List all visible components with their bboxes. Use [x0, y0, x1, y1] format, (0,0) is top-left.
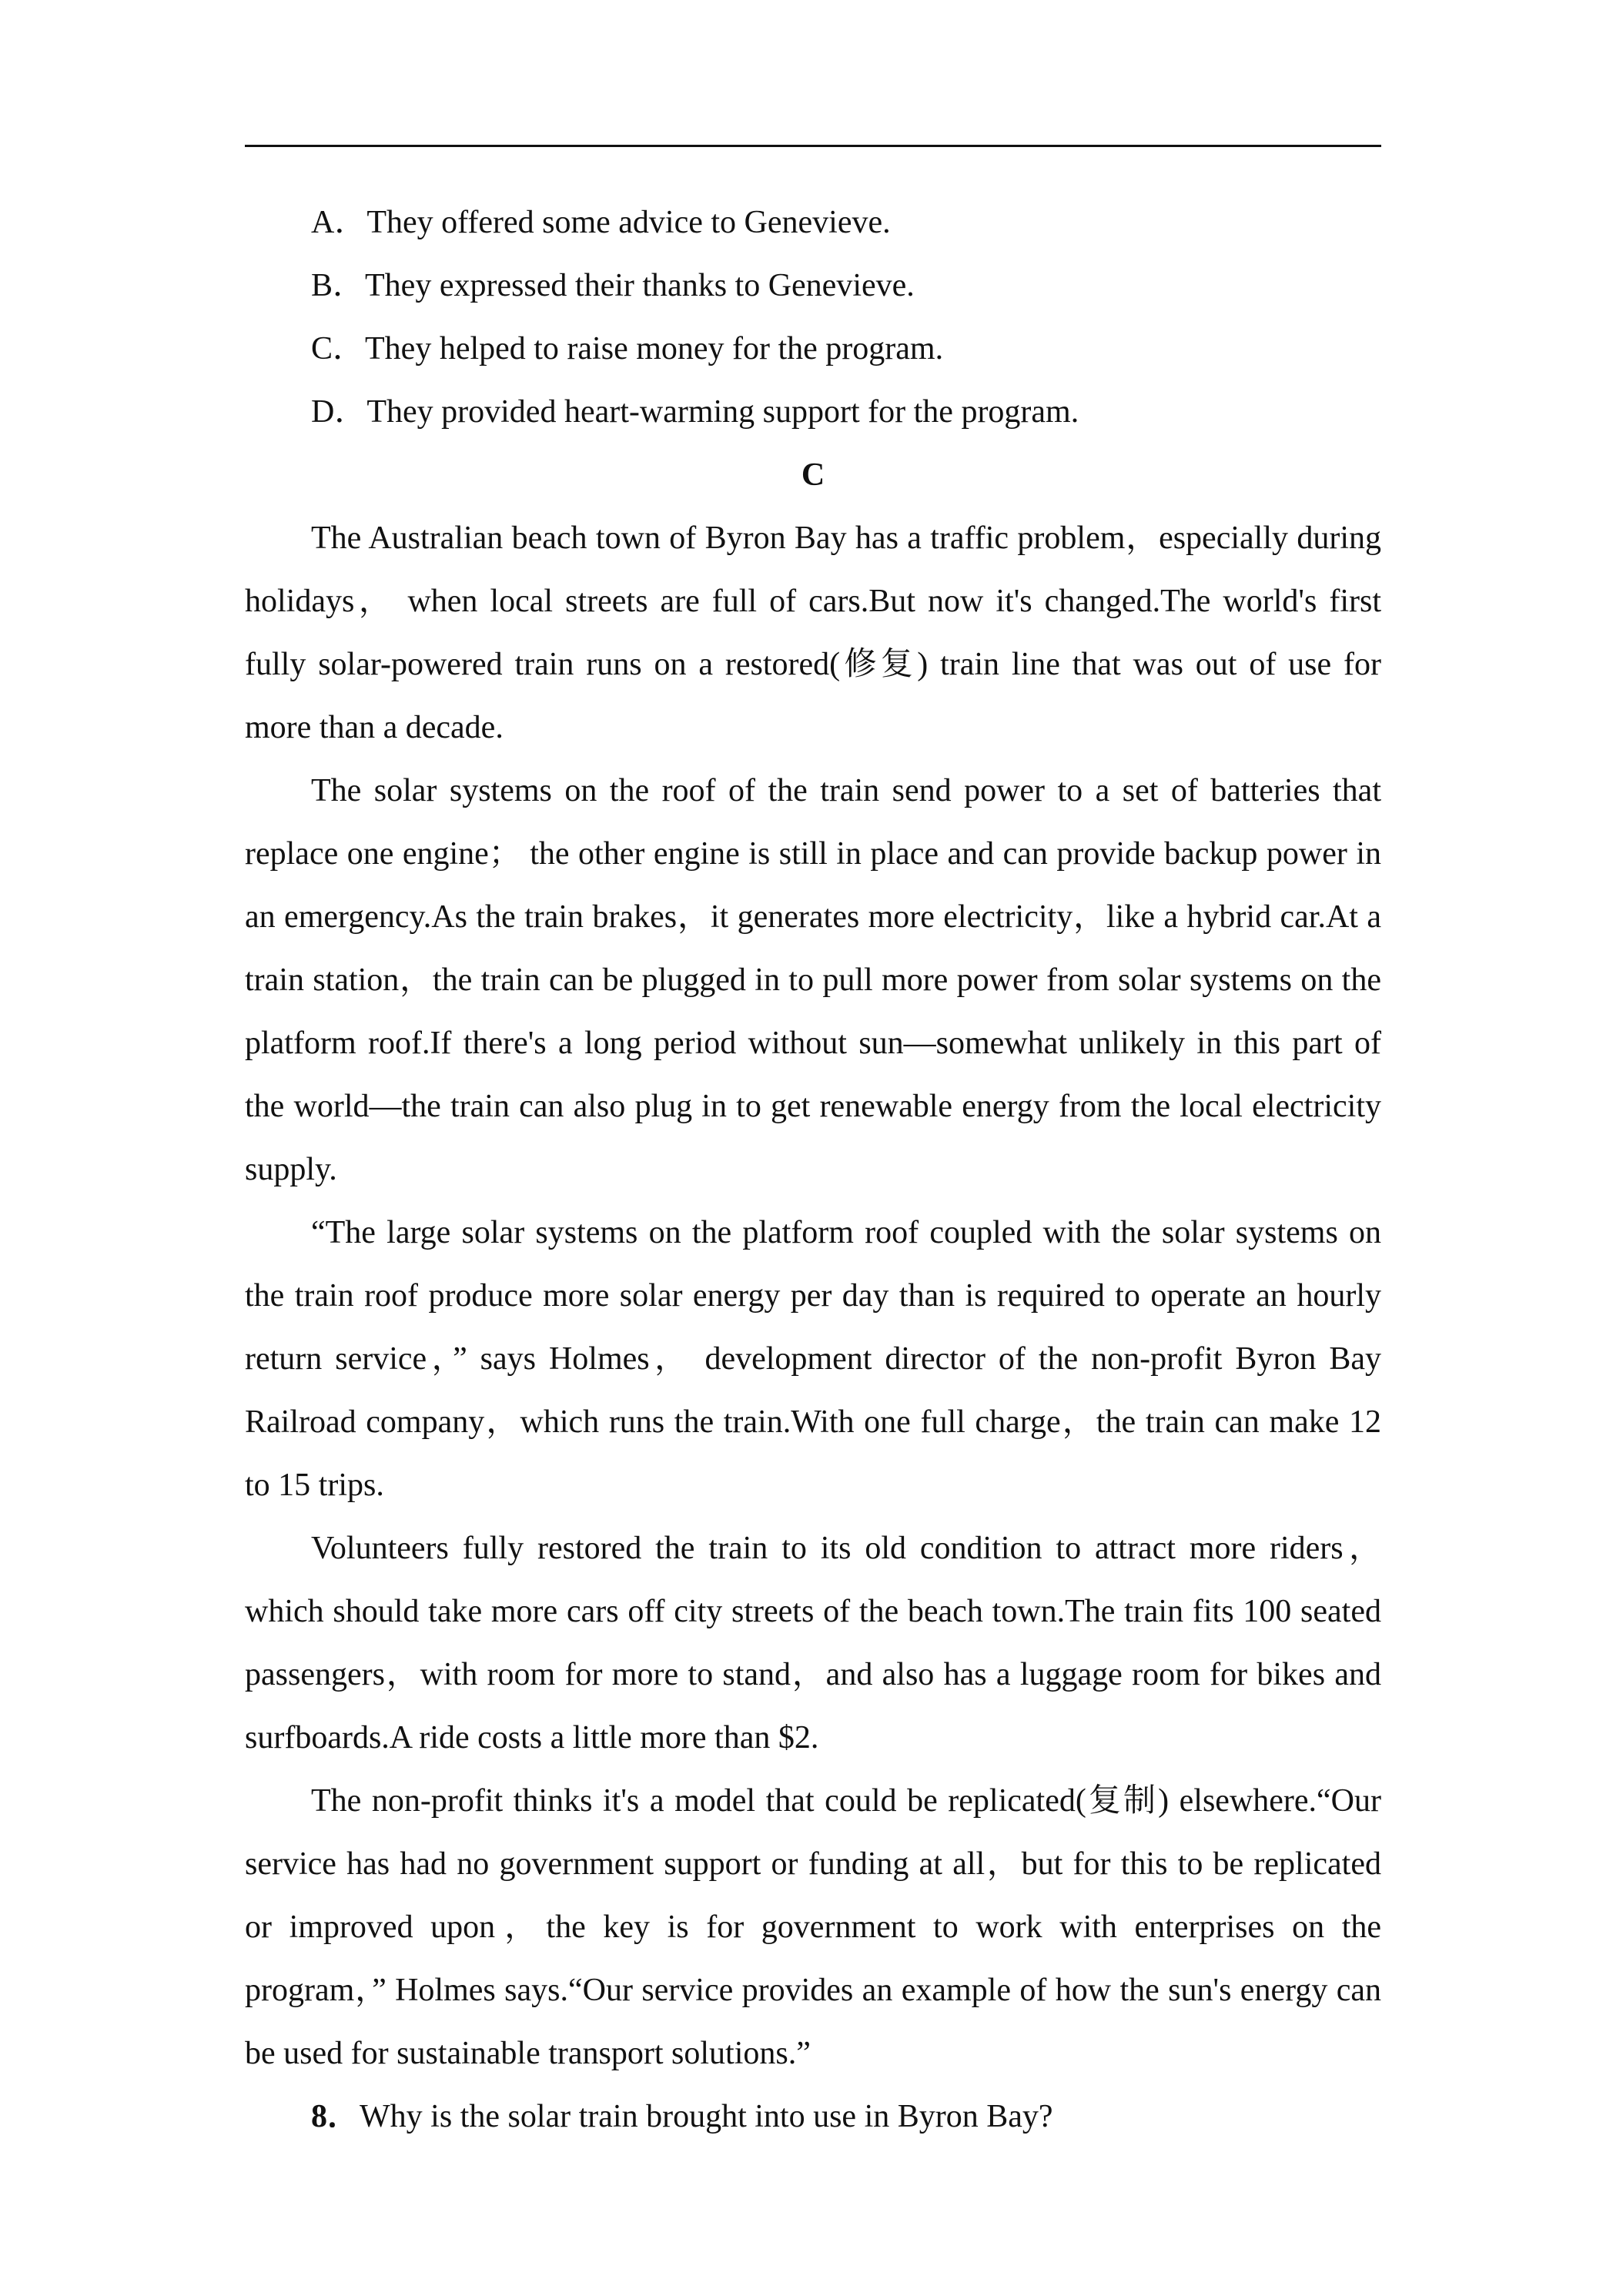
option-letter: C． — [311, 331, 366, 366]
option-letter: B． — [311, 268, 366, 303]
paragraph-5: The non-profit thinks it's a model that could be replicated(复制) elsewhere.“Our service has had no government support or funding at all，but for this to be replicated or improved upon，the key is for government to work with enterprises on the program，” Holmes says.“Our service provides an example of how the sun's energy can be used for sustainable transport solutions.” — [245, 1783, 1381, 2071]
question-8 — [245, 2085, 1381, 2148]
section-title: C — [801, 457, 825, 493]
option-d — [245, 380, 1381, 443]
option-text: They helped to raise money for the program. — [365, 331, 944, 366]
header-rule — [245, 145, 1381, 147]
option-letter: A． — [311, 205, 367, 240]
option-letter: D． — [311, 394, 367, 430]
paragraph-4: Volunteers fully restored the train to its old condition to attract more riders，which should take more cars off city streets of the beach town.The train fits 100 seated passengers，with room for more to stand，and also has a luggage room for bikes and surfboards.A ride costs a little more than $2. — [245, 1531, 1381, 1755]
option-b — [245, 254, 1381, 317]
option-c — [245, 317, 1381, 380]
option-text: They expressed their thanks to Genevieve. — [365, 268, 915, 303]
paragraph-2: The solar systems on the roof of the train send power to a set of batteries that replace one engine； the other engine is still in place and can provide backup power in an emergency.As the train brakes，it generates more electricity，like a hybrid car.At a train station，the train can be plugged in to pull more power from solar systems on the platform roof.If there's a long period without sun—somewhat unlikely in this part of the world—the train can also plug in to get renewable energy from the local electricity supply. — [245, 773, 1381, 1187]
option-a — [245, 191, 1381, 254]
option-text: They provided heart-warming support for the program. — [366, 394, 1079, 430]
option-text: They offered some advice to Genevieve. — [366, 205, 891, 240]
paragraph-1: The Australian beach town of Byron Bay has a traffic problem，especially during holidays， when local streets are full of cars.But now it's changed.The world's first fully solar-powered train runs on a restored(修复) train line that was out of use for more than a decade. — [245, 520, 1381, 745]
question-text: Why is the solar train brought into use in Byron Bay? — [360, 2099, 1053, 2134]
paragraph-3: “The large solar systems on the platform roof coupled with the solar systems on the train roof produce more solar energy per day than is required to operate an hourly return service，” says Holmes， development director of the non-profit Byron Bay Railroad company，which runs the train.With one full charge，the train can make 12 to 15 trips. — [245, 1215, 1382, 1503]
page-content — [245, 191, 1381, 2148]
question-number: 8． — [311, 2099, 360, 2134]
